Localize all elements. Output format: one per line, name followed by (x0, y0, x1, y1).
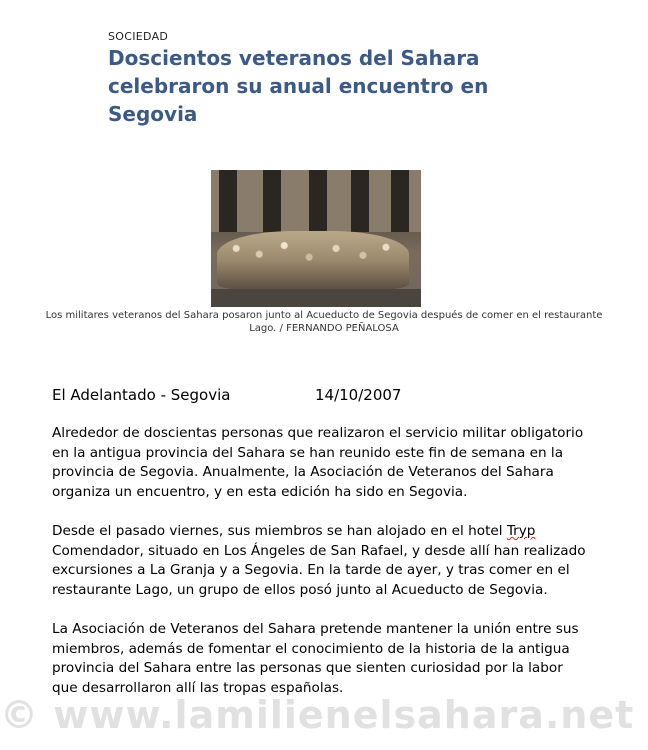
paragraph-2 (52, 522, 592, 600)
paragraph-1: Alrededor de doscientas personas que realizaron el servicio militar obligatorio en la antigua provincia del Sahara se han reunido este fin de semana en la provincia de Segovia. Anualmente, la Asociación de Veteranos del Sahara organiza un encuentro, y en esta edición ha sido en Segovia. (52, 425, 584, 500)
article-headline: Doscientos veteranos del Sahara celebraron su anual encuentro en Segovia (108, 46, 489, 126)
byline: El Adelantado - Segovia (52, 386, 231, 404)
paragraph-2-start: Desde el pasado viernes, sus miembros se han alojado en el hotel (52, 523, 507, 539)
section-label: SOCIEDAD (108, 30, 169, 43)
spellcheck-flagged-word: Tryp (506, 523, 536, 539)
group-photo-crowd (217, 231, 409, 289)
paragraph-2-end: Comendador, situado en Los Ángeles de San Rafael, y desde allí han realizado excursiones a La Granja y a Segovia. En la tarde de ayer, y tras comer en el restaurante Lago, un grupo de ellos posó junto al Acueducto de Segovia. (52, 542, 586, 598)
article-body (52, 424, 592, 718)
photo-caption: Los militares veteranos del Sahara posaron junto al Acueducto de Segovia después de comer en el restaurante Lago. / FERNANDO PEÑALOSA (45, 310, 603, 334)
article-photo (211, 170, 421, 307)
site-watermark: © www.lamilienelsahara.net (0, 693, 635, 737)
paragraph-3: La Asociación de Veteranos del Sahara pretende mantener la unión entre sus miembros, además de fomentar el conocimiento de la historia de la antigua provincia del Sahara entre las personas que sienten curiosidad por la labor que desarrollaron allí las tropas españolas. (52, 621, 579, 696)
article-date: 14/10/2007 (315, 386, 402, 404)
